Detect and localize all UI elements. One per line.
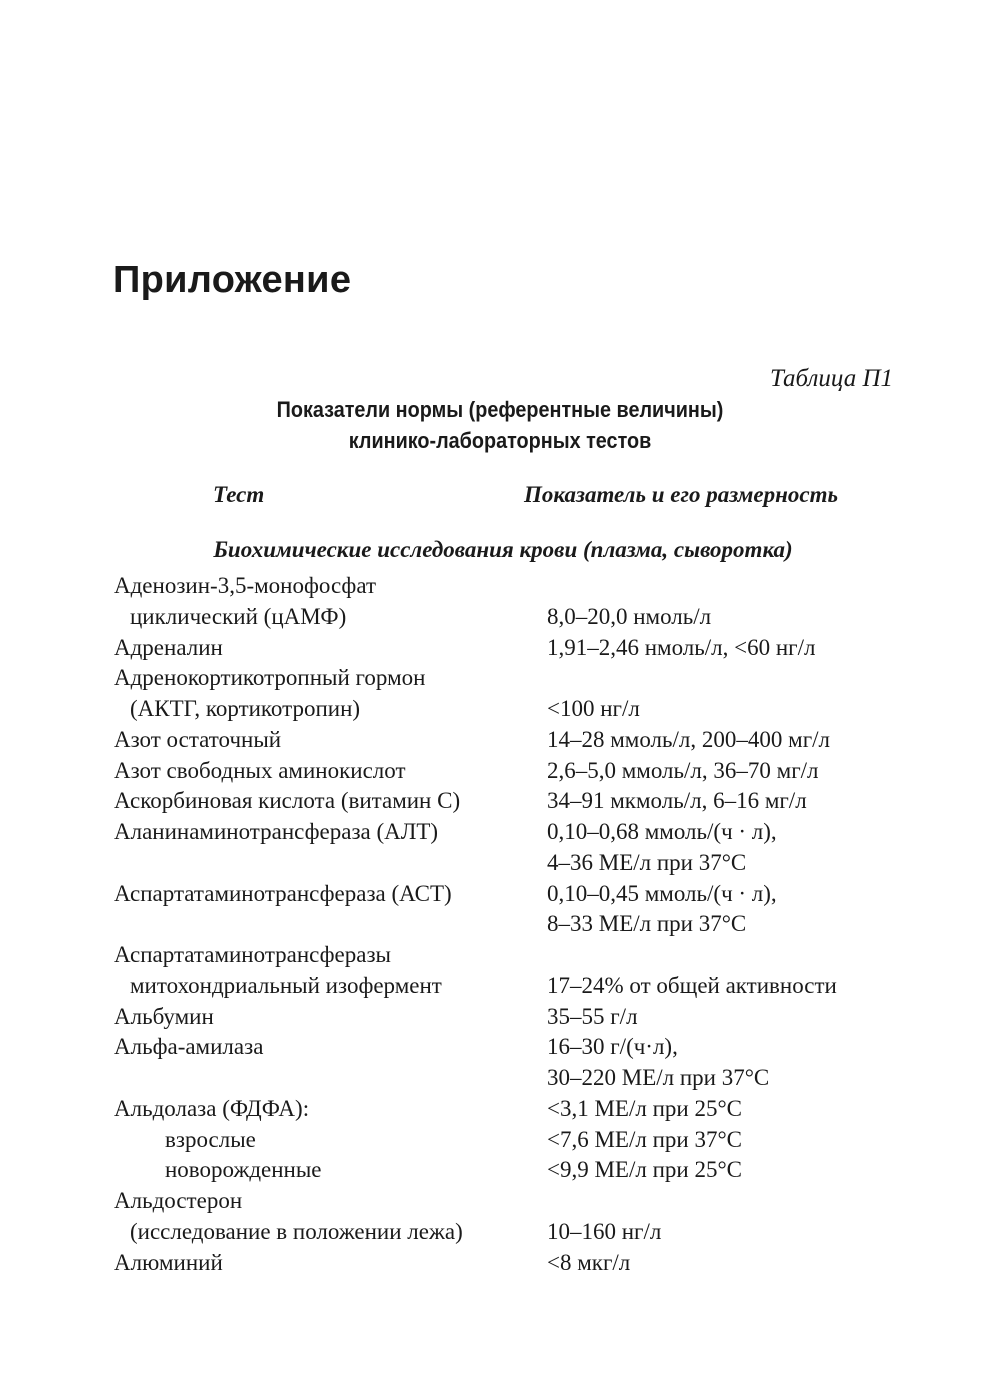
test-value: 35–55 г/л — [547, 1003, 638, 1029]
test-name: (АКТГ, кортикотропин) — [130, 696, 361, 721]
table-row — [0, 1094, 1000, 1125]
table-row — [0, 1032, 1000, 1063]
test-value: 8,0–20,0 нмоль/л — [547, 603, 712, 629]
test-name: Азот свободных аминокислот — [114, 757, 406, 783]
table-row — [0, 571, 1000, 602]
test-name: (исследование в положении лежа) — [130, 1218, 463, 1244]
table-row — [0, 756, 1000, 787]
test-value: 0,10–0,68 ммоль/(ч · л), — [547, 819, 777, 844]
test-name: Альбумин — [114, 1003, 214, 1029]
table-row — [0, 1063, 1000, 1094]
reference-table — [0, 571, 1000, 1278]
test-value: 16–30 г/(ч·л), — [547, 1034, 678, 1060]
test-value: 34–91 мкмоль/л, 6–16 мг/л — [547, 788, 807, 814]
table-title — [50, 394, 950, 456]
test-name: Азот остаточный — [114, 726, 282, 752]
test-value: 10–160 нг/л — [547, 1218, 662, 1244]
table-row — [0, 848, 1000, 879]
test-name: Альдолаза (ФДФА): — [114, 1095, 310, 1121]
test-name: Альфа-амилаза — [114, 1034, 264, 1060]
table-row — [0, 971, 1000, 1002]
test-name: Аспартатаминотрансфераза (АСТ) — [114, 880, 452, 906]
test-value: 17–24% от общей активности — [547, 972, 837, 998]
chapter-title: Приложение — [113, 259, 352, 301]
table-title-line-1: Показатели нормы (референтные величины) — [276, 397, 724, 422]
column-header-test: Тест — [213, 482, 265, 507]
table-row — [0, 1248, 1000, 1279]
column-header-value: Показатель и его размерность — [524, 482, 838, 507]
test-name: Аспартатаминотрансферазы — [114, 942, 392, 967]
table-row — [0, 817, 1000, 848]
test-name: Альдостерон — [114, 1188, 243, 1213]
table-row — [0, 940, 1000, 971]
table-row — [0, 602, 1000, 633]
table-row — [0, 879, 1000, 910]
test-value: 8–33 МЕ/л при 37°С — [547, 911, 747, 937]
test-value: 1,91–2,46 нмоль/л, <60 нг/л — [547, 634, 816, 660]
table-row — [0, 1186, 1000, 1217]
test-name: Адреналин — [114, 634, 223, 660]
test-value: 4–36 МЕ/л при 37°С — [547, 849, 747, 875]
test-value: <100 нг/л — [547, 696, 640, 721]
table-title-line-2: клинико-лабораторных тестов — [348, 428, 652, 453]
table-number: Таблица П1 — [770, 365, 893, 392]
test-name: новорожденные — [165, 1157, 322, 1183]
test-name: циклический (цАМФ) — [130, 603, 347, 629]
test-value: <8 мкг/л — [547, 1249, 631, 1275]
test-name: Аденозин-3,5-монофосфат — [114, 573, 376, 598]
table-row — [0, 694, 1000, 725]
test-name: митохондриальный изофермент — [130, 972, 442, 998]
test-value: 0,10–0,45 ммоль/(ч · л), — [547, 880, 777, 906]
test-name: Аскорбиновая кислота (витамин С) — [114, 788, 461, 814]
test-value: 2,6–5,0 ммоль/л, 36–70 мг/л — [547, 757, 819, 783]
table-row — [0, 663, 1000, 694]
table-row — [0, 1125, 1000, 1156]
test-value: <9,9 МЕ/л при 25°С — [547, 1157, 742, 1183]
test-value: <3,1 МЕ/л при 25°С — [547, 1095, 742, 1121]
test-value: 14–28 ммоль/л, 200–400 мг/л — [547, 726, 830, 752]
table-row — [0, 633, 1000, 664]
section-title: Биохимические исследования крови (плазма, сыворотка) — [213, 537, 793, 562]
table-row — [0, 909, 1000, 940]
table-row — [0, 1155, 1000, 1186]
test-name: Аланинаминотрансфераза (АЛТ) — [114, 819, 439, 844]
table-row — [0, 725, 1000, 756]
test-value: 30–220 МЕ/л при 37°С — [547, 1065, 770, 1090]
test-value: <7,6 МЕ/л при 37°С — [547, 1126, 742, 1152]
test-name: Алюминий — [114, 1249, 223, 1275]
test-name: Адренокортикотропный гормон — [114, 665, 426, 691]
table-row — [0, 1217, 1000, 1248]
table-row — [0, 786, 1000, 817]
test-name: взрослые — [165, 1126, 256, 1152]
table-row — [0, 1002, 1000, 1033]
